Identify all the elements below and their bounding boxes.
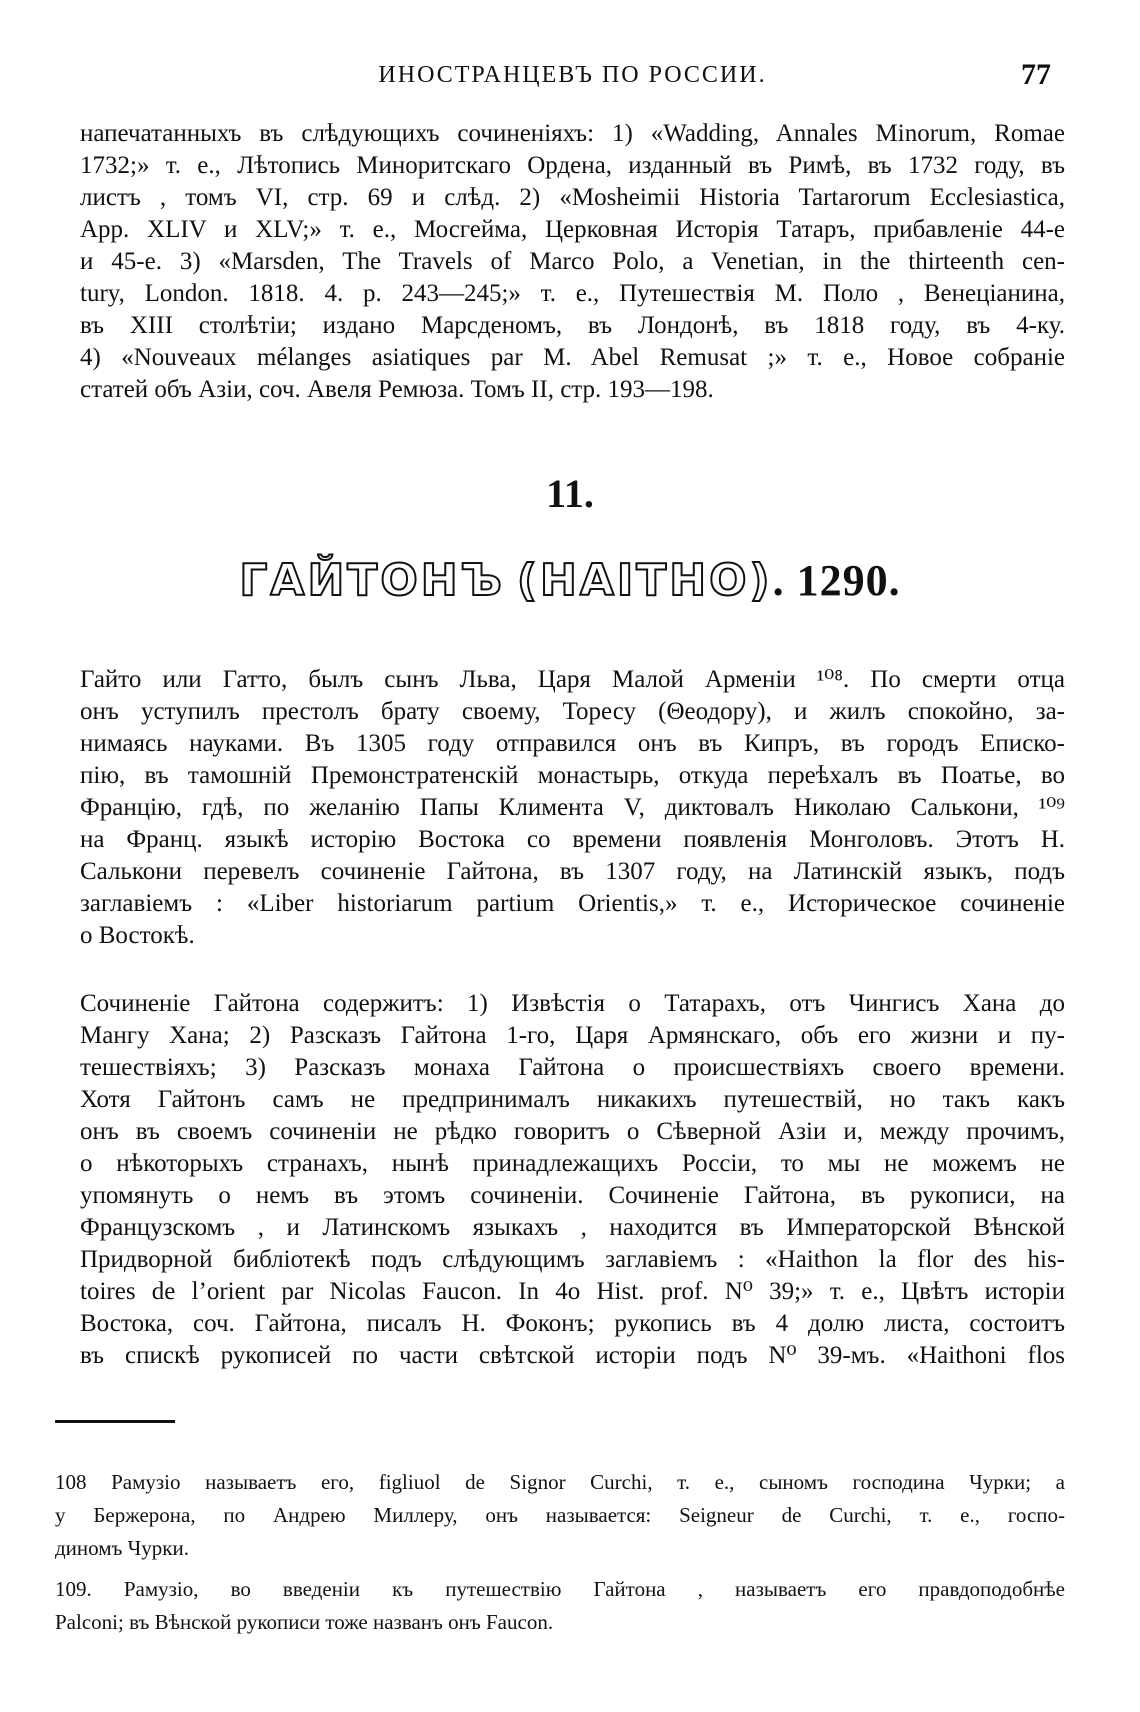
text-line: Французскомъ , и Латинскомъ языкахъ , находится въ Императорской Вѣнской (80, 1214, 1065, 1241)
page-number: 77 (1021, 58, 1051, 91)
paragraph-1 (80, 664, 1065, 952)
text-line: 4) «Nouveaux mélanges asiatiques par M. Abel Remusat ;» т. е., Новое собраніе (80, 344, 1065, 371)
text-line: онъ уступилъ престолъ брату своему, Торесу (Θеодору), и жилъ спокойно, за- (80, 698, 1065, 725)
text-line: Сочиненіе Гайтона содержитъ: 1) Извѣстія о Татарахъ, отъ Чингисъ Хана до (80, 990, 1065, 1017)
footnote-line: 108 Рамузіо называетъ его, figliuol de Signor Curchi, т. е., сыномъ господина Чурки; а (55, 1470, 1065, 1494)
footnote-line: 109. Рамузіо, во введеніи къ путешествію Гайтона , называетъ его правдоподобнѣе (55, 1577, 1065, 1601)
text-line: листъ , томъ VI, стр. 69 и слѣд. 2) «Mosheimii Historia Tartarorum Ecclesiastica, (80, 184, 1065, 211)
paragraph-2 (80, 988, 1065, 1372)
text-line: Хотя Гайтонъ самъ не предпринималъ никакихъ путешествій, но такъ какъ (80, 1086, 1065, 1113)
footnote-109 (55, 1573, 1065, 1639)
section-title-name: ГАЙТОНЪ (239, 555, 505, 606)
text-line: статей объ Азіи, соч. Авеля Ремюза. Томъ II, стр. 193—198. (80, 376, 714, 403)
text-line: заглавіемъ : «Liber historiarum partium Orientis,» т. е., Историческое сочиненіе (80, 890, 1065, 917)
section-title (0, 555, 1140, 606)
section-title-latin: (HAITHO) (516, 555, 773, 606)
text-line: о нѣкоторыхъ странахъ, нынѣ принадлежащихъ Россіи, то мы не можемъ не (80, 1150, 1065, 1177)
text-line: Мангу Хана; 2) Разсказъ Гайтона 1-го, Царя Армянскаго, объ его жизни и пу- (80, 1022, 1065, 1049)
text-line: Салькони перевелъ сочиненіе Гайтона, въ 1307 году, на Латинскій языкъ, подъ (80, 858, 1065, 885)
text-line: упомянуть о немъ въ этомъ сочиненіи. Сочиненіе Гайтона, въ рукописи, на (80, 1182, 1065, 1209)
footnote-divider (55, 1420, 175, 1423)
footnote-line: Palconi; въ Вѣнской рукописи тоже названъ онъ Faucon. (55, 1610, 554, 1634)
footnote-line: диномъ Чурки. (55, 1536, 189, 1560)
section-number: 11. (546, 471, 594, 516)
text-line: tury, London. 1818. 4. p. 243—245;» т. е., Путешествія М. Поло , Венеціанина, (80, 280, 1065, 307)
text-line: тешествіяхъ; 3) Разсказъ монаха Гайтона о происшествіяхъ своего времени. (80, 1054, 1065, 1081)
section-title-year: . 1290. (772, 556, 901, 605)
footnote-line: у Бержерона, по Андрею Миллеру, онъ называется: Seigneur de Curchi, т. е., госпо- (55, 1503, 1066, 1527)
text-line: на Франц. языкѣ исторію Востока со времени появленія Монголовъ. Этотъ Н. (80, 826, 1065, 853)
text-line: 1732;» т. е., Лѣтопись Миноритскаго Ордена, изданный въ Римѣ, въ 1732 году, въ (80, 152, 1065, 179)
running-title: ИНОСТРАНЦЕВЪ ПО РОССИИ. (378, 62, 767, 88)
text-line: Францію, гдѣ, по желанію Папы Климента V, диктовалъ Николаю Салькони, ¹⁰⁹ (80, 794, 1065, 821)
text-line: Востока, соч. Гайтона, писалъ Н. Фоконъ; рукопись въ 4 долю листа, состоитъ (80, 1310, 1065, 1337)
text-line: въ XIII столѣтіи; издано Марсденомъ, въ Лондонѣ, въ 1818 году, въ 4-ку. (80, 312, 1065, 339)
text-line: напечатанныхъ въ слѣдующихъ сочиненіяхъ: 1) «Wadding, Annales Minorum, Romae (80, 120, 1065, 147)
text-line: Гайто или Гатто, былъ сынъ Льва, Царя Малой Арменіи ¹⁰⁸. По смерти отца (80, 666, 1065, 693)
text-line: пію, въ тамошній Премонстратенскій монастырь, откуда переѣхалъ въ Поатье, во (80, 762, 1065, 789)
text-line: App. XLIV и XLV;» т. е., Мосгейма, Церковная Исторія Татаръ, прибавленіе 44-е (80, 216, 1065, 243)
text-line: въ спискѣ рукописей по части свѣтской исторіи подъ N⁰ 39-мъ. «Haithoni flos (80, 1342, 1065, 1369)
footnote-108 (55, 1466, 1065, 1565)
text-line: и 45-е. 3) «Marsden, The Travels of Marco Polo, a Venetian, in the thirteenth cen- (80, 248, 1065, 275)
text-line: онъ въ своемъ сочиненіи не рѣдко говоритъ о Сѣверной Азіи и, между прочимъ, (80, 1118, 1065, 1145)
text-line: нимаясь науками. Въ 1305 году отправился онъ въ Кипръ, въ городъ Еписко- (80, 730, 1065, 757)
text-line: о Востокѣ. (80, 922, 195, 949)
text-line: Придворной библіотекѣ подъ слѣдующимъ заглавіемъ : «Haithon la flor des his- (80, 1246, 1065, 1273)
text-line: toires de l’orient par Nicolas Faucon. In 4o Hist. prof. N⁰ 39;» т. е., Цвѣтъ исторіи (80, 1278, 1065, 1305)
footnotes (55, 1466, 1065, 1647)
intro-paragraph (80, 118, 1065, 406)
running-head (80, 58, 1065, 102)
